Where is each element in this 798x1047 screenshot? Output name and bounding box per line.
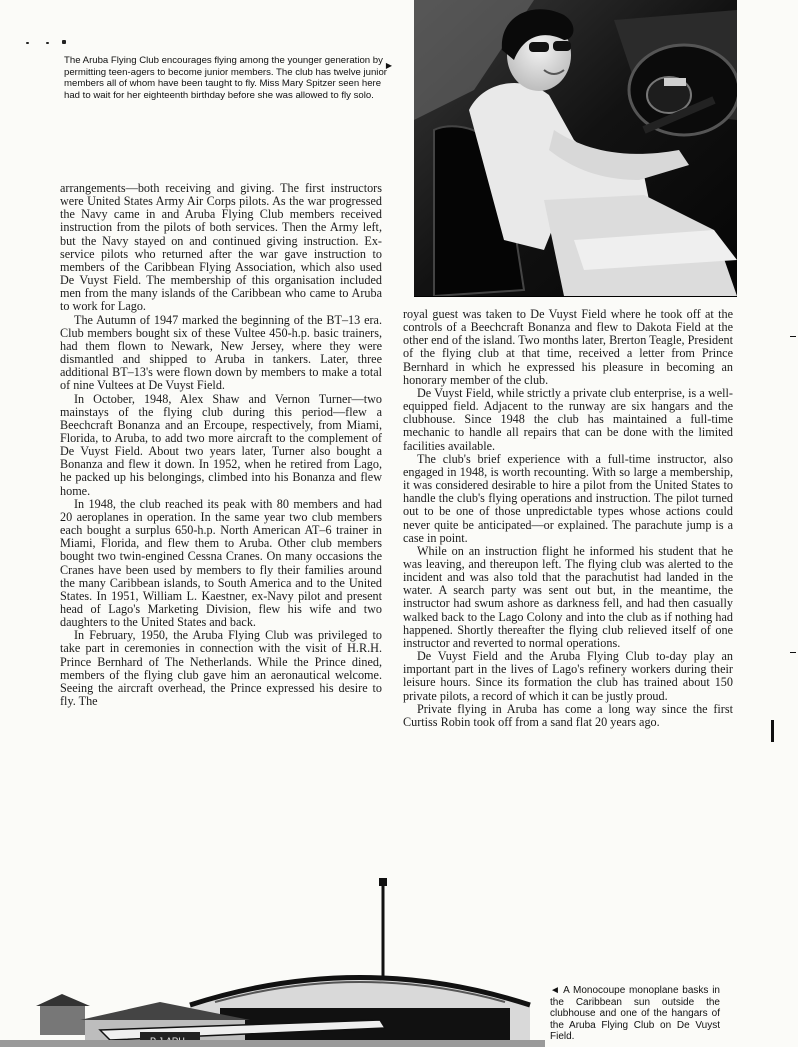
cockpit-photo-illustration (414, 0, 737, 296)
scan-mark (790, 652, 796, 653)
article-right-column (403, 308, 733, 729)
caption-top-text: The Aruba Flying Club encourages flying among the younger generation by permitting teen-agers to become junior members. The club has twelve junior members all of whom have been taught to fly. Miss Mary Spitzer seen here had to wait for her eighteenth birthday before she was allowed to fly solo. (64, 55, 387, 101)
paragraph: De Vuyst Field, while strictly a private club enterprise, is a well-equipped field. Adjacent to the runway are six hangars and the clubhouse. Since 1948 the club has maintained a full-time mechanic to handle all repairs that can be done with the limited facilities available. (403, 385, 733, 453)
paragraph: De Vuyst Field and the Aruba Flying Club to-day play an important part in the lives of Lago's refinery workers during their leisure hours. Since its formation the club has trained about 150 private pilots, a record of which it can be justly proud. (403, 649, 733, 703)
photo-caption-top (64, 55, 394, 101)
paragraph: royal guest was taken to De Vuyst Field where he took off at the controls of a Beechcraft Bonanza and flew to Dakota Field at the other end of the island. Two months later, Brerton Teagle, President of the flying club at that time, received a letter from Prince Bernhard in which he expressed his pleasure in becoming an honorary member of the club. (403, 307, 733, 387)
hangar-photo-illustration (0, 870, 545, 1047)
paragraph: In 1948, the club reached its peak with 80 members and had 20 aeroplanes in operation. In the same year two club members each bought a surplus 650-h.p. North American AT–6 trainer in Miami, Florida, and flew them to Aruba. Other club members bought two twin-engined Cessna Cranes. On many occasions the Cranes have been used by members to fly their families around the many Caribbean islands, to South America and to the United States. In 1951, William L. Kaestner, ex-Navy pilot and present head of Lago's Marketing Division, flew his wife and two daughters to the United States and back. (60, 496, 382, 630)
caption-arrow-icon: ▶ (385, 61, 392, 70)
paragraph: The Autumn of 1947 marked the beginning of the BT–13 era. Club members bought six of these Vultee 450-h.p. basic trainers, had them flown to Newark, New Jersey, where they were dismantled and shipped to Aruba in tankers. Later, three additional BT–13's were flown down by members to make a total of nine Vultees at De Vuyst Field. (60, 312, 382, 393)
scan-mark (771, 720, 774, 742)
paragraph: arrangements—both receiving and giving. The first instructors were United States Army Air Corps pilots. As the war progressed the Navy came in and Aruba Flying Club members received instruction from the pilots of both services. Then the Army left, but the Navy stayed on and continued giving instruction. Ex-service pilots who returned after the war gave instruction to members of the Caribbean Flying Association, which also used De Vuyst Field. The membership of this organisation included men from the many islands of the Caribbean who came to Aruba to work for Lago. (60, 181, 382, 314)
paragraph: Private flying in Aruba has come a long way since the first Curtiss Robin took off from a sand flat 20 years ago. (403, 701, 733, 729)
scan-speck (46, 42, 49, 44)
paragraph: While on an instruction flight he informed his student that he was leaving, and thereupon left. The flying club was alerted to the incident and was also told that the parachutist had landed in the water. A search party was sent out but, in the meantime, the instructor had swum ashore as darkness fell, and had then casually walked back to the Lago Colony and into the club as if nothing had happened. Shortly thereafter the flying club relieved itself of one instructor and reverted to normal operations. (403, 543, 733, 650)
paragraph: The club's brief experience with a full-time instructor, also engaged in 1948, is worth recounting. With so large a membership, it was considered desirable to hire a pilot from the United States to handle the club's flying operations and instruction. The pilot turned out to be one of those unpredictable types whose actions could never quite be anticipated—or explained. The parachute jump is a case in point. (403, 451, 733, 545)
scan-mark (790, 336, 796, 337)
paragraph: In February, 1950, the Aruba Flying Club was privileged to take part in ceremonies in connection with the visit of H.R.H. Prince Bernhard of The Netherlands. While the Prince dined, members of the flying club gave him an aeronautical welcome. Seeing the aircraft overhead, the Prince expressed his desire to fly. The (60, 628, 382, 709)
article-left-column (60, 182, 382, 708)
photo-caption-bottom: ◄ A Monocoupe monoplane basks in the Caribbean sun outside the clubhouse and one of the hangars of the Aruba Flying Club on De Vuyst Field. (550, 985, 720, 1043)
scan-speck (26, 42, 29, 44)
photo-hangar (0, 870, 545, 1047)
paragraph: In October, 1948, Alex Shaw and Vernon Turner—two mainstays of the flying club during this period—flew a Beechcraft Bonanza and an Ercoupe, respectively, from Miami, Florida, to Aruba, to add two more aircraft to the complement of De Vuyst Field. About two years later, Turner also bought a Bonanza and flew it down. In 1952, when he retired from Lago, he packed up his belongings, climbed into his Bonanza and flew home. (60, 391, 382, 498)
scan-speck (62, 40, 66, 44)
photo-cockpit (414, 0, 737, 297)
